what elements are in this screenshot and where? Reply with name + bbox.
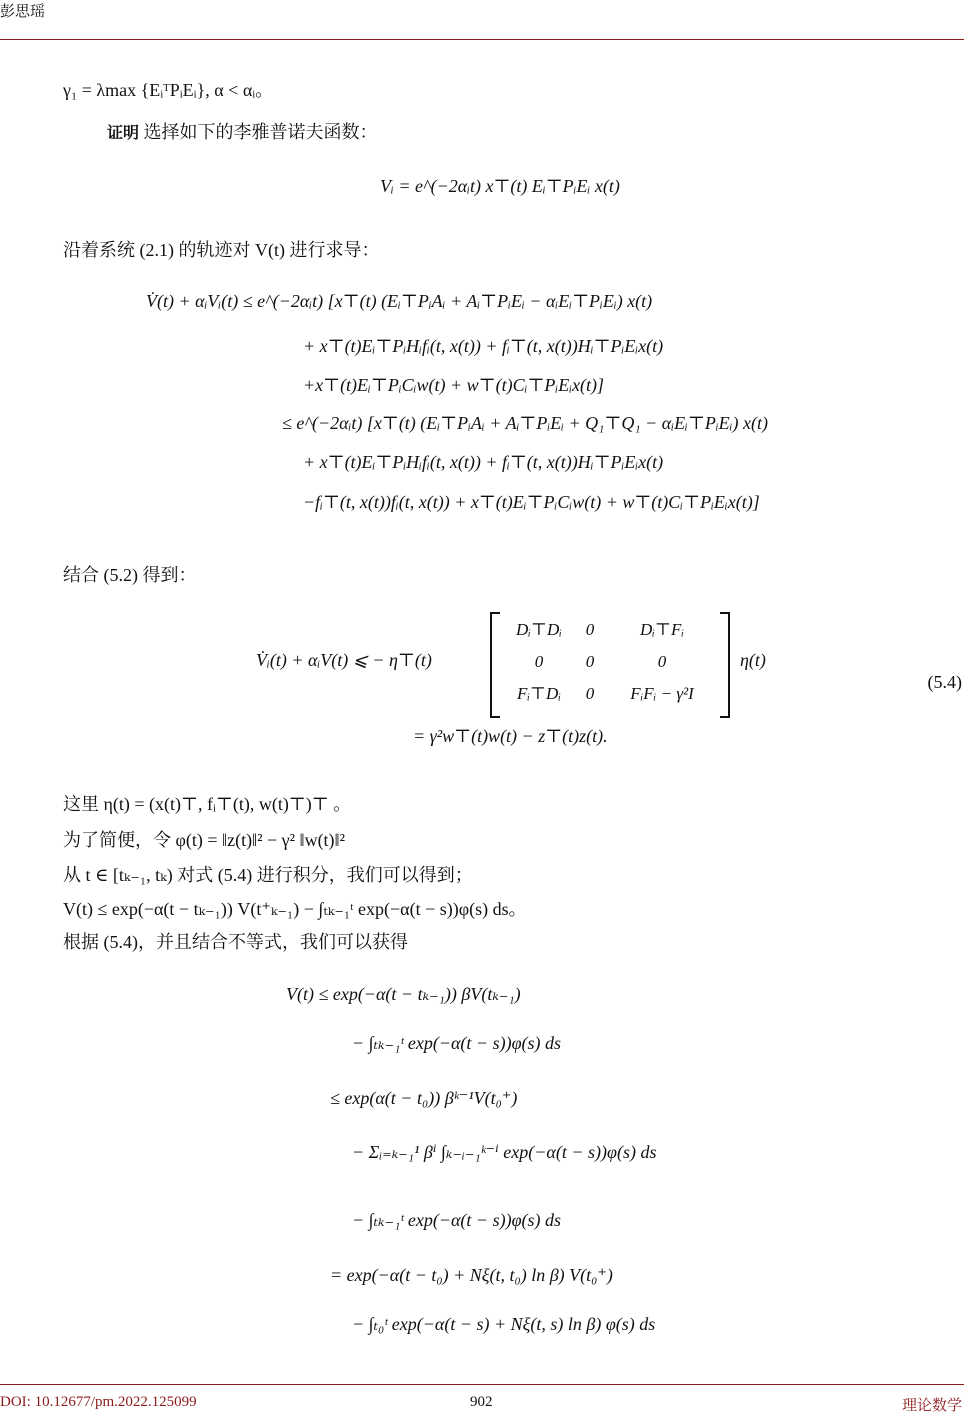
footer-rule [0,1384,964,1385]
final-derivation-line: − ∫ₜₖ₋₁ᵗ exp(−α(t − s))φ(s) ds [352,1210,562,1230]
footer-journal: 理论数学 [901,1398,962,1414]
derivation-line: + x⊤(t)Eᵢ⊤PᵢHᵢfᵢ(t, x(t)) + fᵢ⊤(t, x(t))Hᵢ⊤PᵢEᵢx(t) [303,452,664,472]
header-rule [0,39,964,40]
matrix-cell: 0 [657,652,667,671]
left-bracket [490,612,500,718]
coefficient-matrix [490,612,730,714]
phi-definition: 为了简便，令 φ(t) = ‖z(t)‖² − γ² ‖w(t)‖² [63,830,346,850]
matrix-cell: Fᵢ⊤Dᵢ [516,684,562,703]
final-derivation-line: = exp(−α(t − t₀) + Nξ(t, t₀) ln β) V(t₀⁺) [330,1265,613,1285]
along-trajectory-text: 沿着系统 (2.1) 的轨迹对 V(t) 进行求导： [63,240,380,260]
matrix-cell: 0 [585,652,595,671]
proof-text: 选择如下的李雅普诺夫函数： [143,122,378,142]
derivation-line: ≤ e^(−2αᵢt) [x⊤(t) (Eᵢ⊤PᵢAᵢ + Aᵢ⊤PᵢEᵢ + Q₁⊤Q₁ − αᵢEᵢ⊤PᵢEᵢ) x(t) [282,413,768,433]
header-author: 彭思瑶 [0,4,46,20]
gamma-definition: γ₁ = λmax {EᵢᵀPᵢEᵢ}, α < αᵢ。 [63,80,274,100]
proof-label: 证明 [107,123,140,142]
derivation-line: V̇(t) + αᵢVᵢ(t) ≤ e^(−2αᵢt) [x⊤(t) (Eᵢ⊤PᵢAᵢ + Aᵢ⊤PᵢEᵢ − αᵢEᵢ⊤PᵢEᵢ) x(t) [146,291,653,311]
eq54-rhs: η(t) [740,650,766,670]
matrix-cell: 0 [585,620,595,639]
matrix-cell: Dᵢ⊤Fᵢ [639,620,685,639]
matrix-cell: 0 [534,652,544,671]
final-derivation-line: ≤ exp(α(t − t₀)) βᵏ⁻¹V(t₀⁺) [330,1088,518,1108]
combine-text: 结合 (5.2) 得到： [63,565,197,585]
matrix-cell: Dᵢ⊤Dᵢ [516,620,562,639]
derivation-line: + x⊤(t)Eᵢ⊤PᵢHᵢfᵢ(t, x(t)) + fᵢ⊤(t, x(t))Hᵢ⊤PᵢEᵢx(t) [303,336,664,356]
right-bracket [720,612,730,718]
derivation-line: −fᵢ⊤(t, x(t))fᵢ(t, x(t)) + x⊤(t)Eᵢ⊤PᵢCᵢw(t) + w⊤(t)Cᵢ⊤PᵢEᵢx(t)] [303,492,760,512]
final-derivation-line: V(t) ≤ exp(−α(t − tₖ₋₁)) βV(tₖ₋₁) [286,984,521,1004]
page-number: 902 [470,1394,493,1410]
proof-line [107,118,378,144]
final-derivation-line: − ∫ₜ₀ᵗ exp(−α(t − s) + Nξ(t, s) ln β) φ(s) ds [352,1314,656,1334]
derivation-line: +x⊤(t)Eᵢ⊤PᵢCᵢw(t) + w⊤(t)Cᵢ⊤PᵢEᵢx(t)] [303,375,605,395]
eq54-line2: = γ²w⊤(t)w(t) − z⊤(t)z(t). [413,726,608,746]
footer-doi: DOI: 10.12677/pm.2022.125099 [0,1394,197,1410]
integral-inequality: V(t) ≤ exp(−α(t − tₖ₋₁)) V(t⁺ₖ₋₁) − ∫ₜₖ₋₁ᵗ exp(−α(t − s))φ(s) ds。 [63,899,527,919]
equation-number: (5.4) [927,672,962,692]
according-text: 根据 (5.4)，并且结合不等式，我们可以获得 [63,932,408,952]
integrate-text: 从 t ∈ [tₖ₋₁, tₖ) 对式 (5.4) 进行积分，我们可以得到； [63,865,473,885]
matrix-cell: 0 [585,684,595,703]
final-derivation-line: − Σᵢ₌ₖ₋₁¹ βⁱ ∫ₖ₋ᵢ₋₁ᵏ⁻ⁱ exp(−α(t − s))φ(s) ds [352,1142,657,1162]
eq54-lhs: V̇ᵢ(t) + αᵢV(t) ⩽ − η⊤(t) [256,650,432,670]
matrix-cell: FᵢFᵢ − γ²I [630,684,694,703]
eta-definition: 这里 η(t) = (x(t)⊤, fᵢ⊤(t), w(t)⊤)⊤ 。 [63,794,352,814]
final-derivation-line: − ∫ₜₖ₋₁ᵗ exp(−α(t − s))φ(s) ds [352,1033,562,1053]
lyapunov-function: Vᵢ = e^(−2αᵢt) x⊤(t) Eᵢ⊤PᵢEᵢ x(t) [380,176,620,196]
